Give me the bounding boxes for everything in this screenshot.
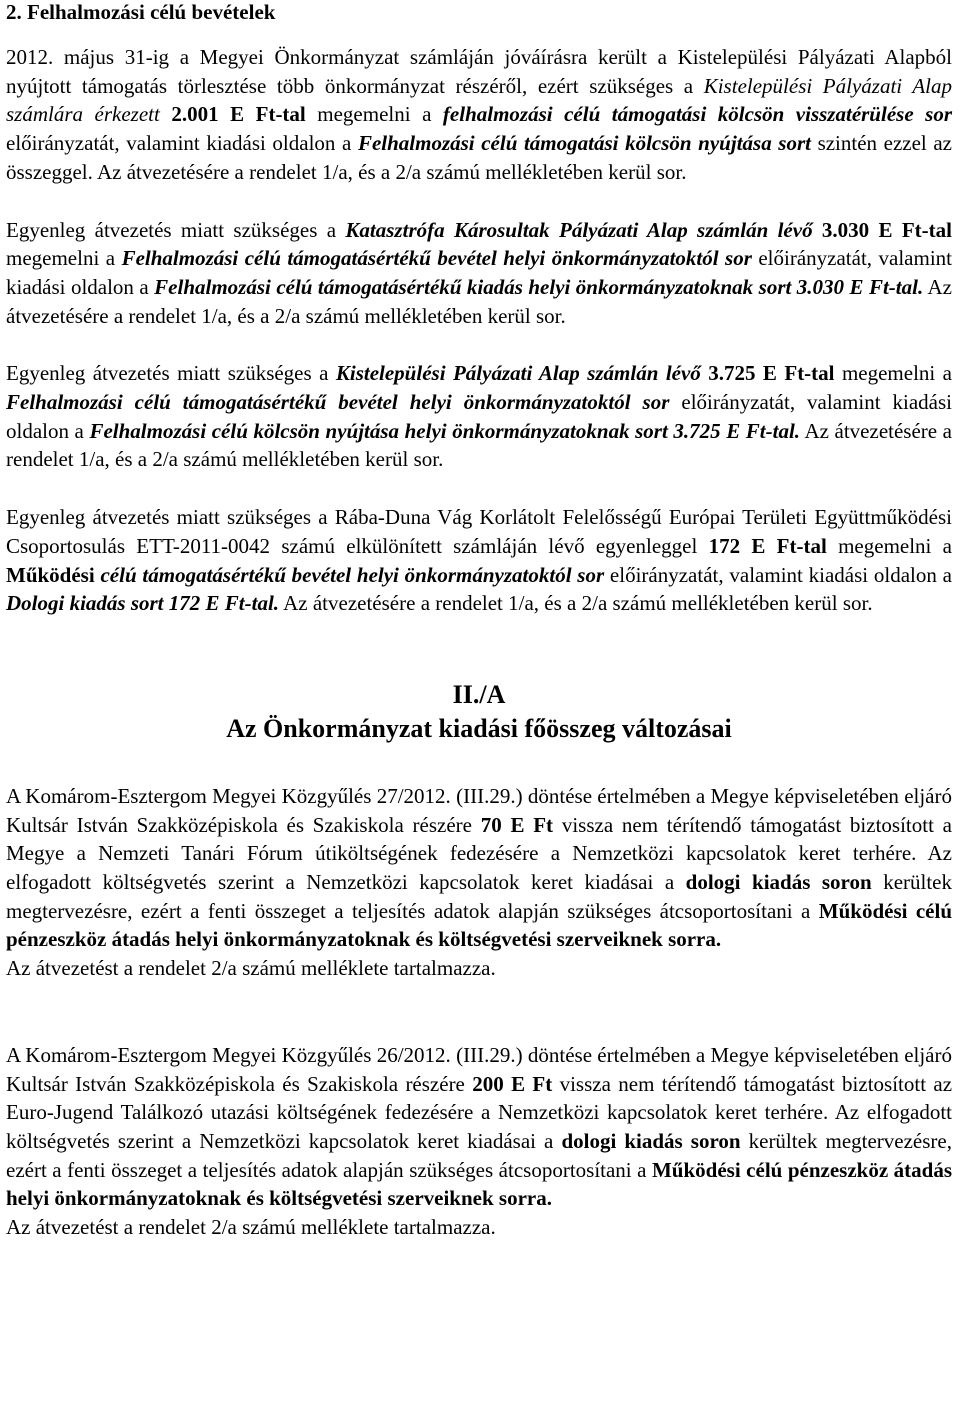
text: Egyenleg átvezetés miatt szükséges a: [6, 361, 336, 386]
amount: 2.001 E Ft-tal: [171, 102, 306, 127]
text-bold-italic: felhalmozási célú támogatási kölcsön visszatérülése sor: [442, 102, 952, 127]
paragraph-resolution-26: [6, 1041, 952, 1242]
amount: 70 E Ft: [480, 812, 554, 837]
amount: 172 E Ft-tal: [708, 533, 827, 558]
text: [813, 218, 822, 242]
paragraph-settlement-fund: [6, 43, 952, 187]
section-number: II./A: [452, 679, 506, 709]
text-bold: Működési célú pénzeszköz átadás helyi önkormányzatoknak és költségvetési szerveiknek sorra.: [6, 898, 953, 952]
text: A Komárom-Esztergom Megyei Közgyűlés 26/2012. (III.29.) döntése értelmében a Megye képviseletében eljáró Kultsár István Szakközépiskola és Szakiskola részére: [6, 1042, 952, 1096]
text-bold-italic: Katasztrófa Károsultak Pályázati Alap számlán lévő: [345, 217, 813, 242]
text: előirányzatát, valamint kiadási oldalon a: [6, 246, 952, 299]
text: Az átvezetésére a rendelet 1/a, és a 2/a számú mellékletében kerül sor.: [6, 418, 952, 472]
text-bold: Működési: [6, 562, 95, 587]
text: vissza nem térítendő támogatást biztosított a Megye a Nemzeti Tanári Fórum útiköltségének fedezésére a Nemzetközi kapcsolatok keret terhére. Az elfogadott költségvetés szerint a Nemzetközi kapcsolatok keret kiadásai a: [6, 812, 952, 895]
text: megemelni a: [826, 533, 952, 558]
text: Az átvezetést a rendelet 2/a számú melléklete tartalmazza.: [6, 1215, 496, 1240]
text-bold-italic: Felhalmozási célú támogatásértékű bevétel helyi önkormányzatoktól sor: [6, 390, 670, 415]
text: előirányzatát, valamint kiadási oldalon a: [6, 390, 953, 443]
text-bold: dologi kiadás soron: [685, 870, 872, 895]
text: Az átvezetésére a rendelet 1/a, és a 2/a számú mellékletében kerül sor.: [279, 591, 873, 616]
text-bold-italic: Felhalmozási célú támogatási kölcsön nyújtása sort: [357, 131, 811, 156]
text-bold: Működési célú pénzeszköz átadás helyi önkormányzatoknak és költségvetési szerveiknek sorra.: [6, 1157, 953, 1211]
text-italic: Kistelepülési Pályázati Alap számlára érkezett: [6, 73, 953, 127]
text-bold-italic: Dologi kiadás sort 172 E Ft-tal.: [6, 591, 280, 616]
text: Az átvezetésére a rendelet 1/a, és a 2/a számú mellékletében kerül sor.: [6, 274, 953, 328]
paragraph-etgt-balance: [6, 503, 952, 618]
text-bold-italic: Kistelepülési Pályázati Alap számlán lévő: [335, 361, 701, 386]
text: Az átvezetést a rendelet 2/a számú melléklete tartalmazza.: [6, 956, 496, 981]
text: Egyenleg átvezetés miatt szükséges a Rába-Duna Vág Korlátolt Felelősségű Európai Területi Együttműködési Csoportosulás ETT-2011-0042 számú elkülönített számláján lévő egyenleggel: [6, 505, 952, 558]
text: megemelni a: [305, 102, 443, 127]
section-heading: 2. Felhalmozási célú bevételek: [6, 0, 276, 24]
text: szintén ezzel az összeggel. Az átvezetésére a rendelet 1/a, és a 2/a számú mellékletében kerül sor.: [6, 131, 952, 184]
text: vissza nem térítendő támogatást biztosított az Euro-Jugend Találkozó utazási költségének fedezésére a Nemzetközi kapcsolatok keret terhére. Az elfogadott költségvetés szerint a Nemzetközi kapcsolatok keret kiadásai a: [6, 1071, 953, 1153]
section-title: Az Önkormányzat kiadási főösszeg változásai: [226, 713, 732, 743]
paragraph-resolution-27: [6, 782, 952, 983]
text: [160, 102, 172, 126]
text: kerültek megtervezésre, ezért a fenti összeget a teljesítés adatok alapján szükséges átcsoportosítani a: [6, 1128, 952, 1182]
text: előirányzatát, valamint kiadási oldalon a: [6, 131, 358, 156]
text-bold-italic: célú támogatásértékű bevétel helyi önkormányzatoktól sor: [100, 562, 605, 587]
text-bold-italic: Felhalmozási célú támogatásértékű bevétel helyi önkormányzatoktól sor: [121, 246, 752, 271]
text-bold-italic: Felhalmozási célú kölcsön nyújtása helyi önkormányzatoknak sort 3.725 E Ft-tal.: [89, 418, 801, 443]
text: A Komárom-Esztergom Megyei Közgyűlés 27/2012. (III.29.) döntése értelmében a Megye képviseletében eljáró Kultsár István Szakközépiskola és Szakiskola részére: [6, 783, 952, 837]
text: megemelni a: [834, 361, 952, 386]
text: kerültek megtervezésre, ezért a fenti összeget a teljesítés adatok alapján szükséges átcsoportosítani a: [6, 870, 952, 923]
amount: 3.725 E Ft-tal: [708, 361, 835, 386]
text: megemelni a: [6, 246, 122, 271]
text: előirányzatát, valamint kiadási oldalon a: [604, 562, 952, 587]
text: Egyenleg átvezetés miatt szükséges a: [6, 217, 346, 242]
text-bold-italic: Felhalmozási célú támogatásértékű kiadás helyi önkormányzatoknak sort 3.030 E Ft-tal.: [154, 274, 924, 299]
paragraph-disaster-fund: [6, 216, 952, 331]
amount: 3.030 E Ft-tal: [821, 217, 953, 242]
text-bold: dologi kiadás soron: [561, 1128, 741, 1153]
text: 2012. május 31-ig a Megyei Önkormányzat számláján jóváírásra került a Kistelepülési Pályázati Alapból nyújtott támogatás törlesztése több önkormányzat részéről, ezért szükséges a: [6, 45, 952, 98]
document-page: [6, 0, 952, 1242]
paragraph-settlement-fund-balance: [6, 359, 952, 474]
amount: 200 E Ft: [472, 1071, 553, 1096]
